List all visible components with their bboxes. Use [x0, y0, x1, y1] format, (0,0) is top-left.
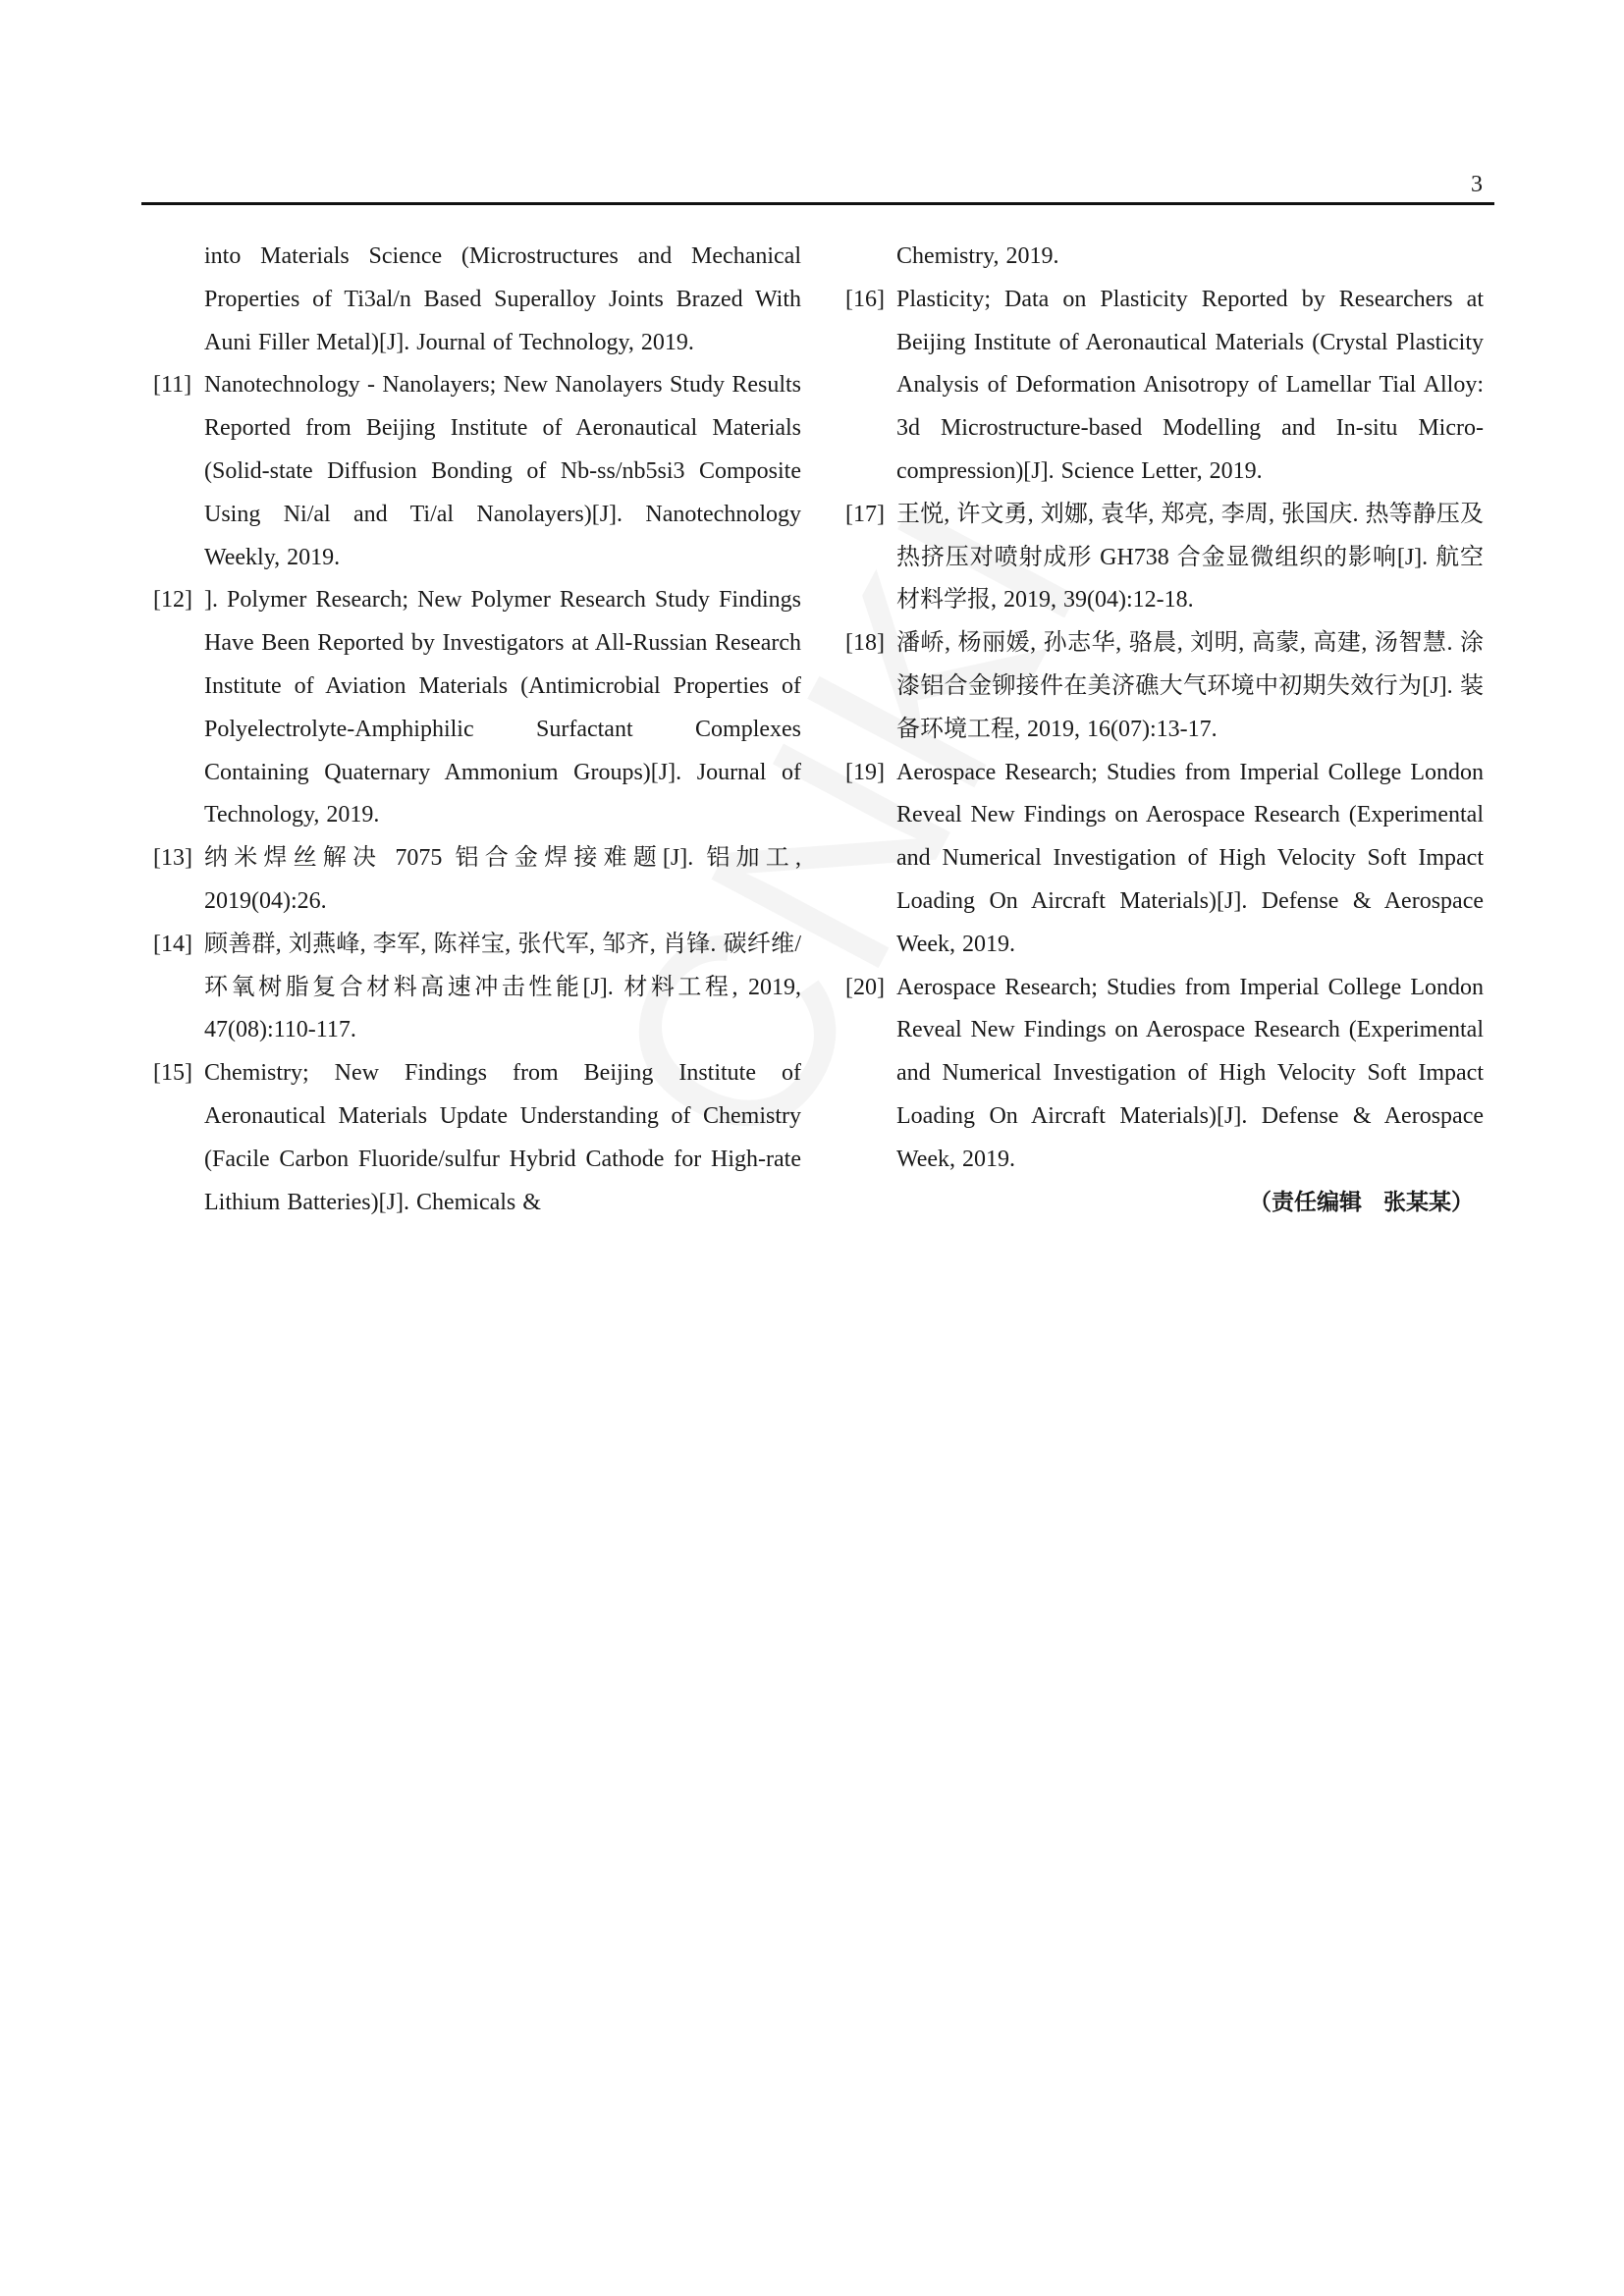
references-left-column [153, 236, 801, 1224]
reference-text: Chemistry; New Findings from Beijing Institute of Aeronautical Materials Update Understanding of Chemistry (Facile Carbon Fluoride/sulfur Hybrid Cathode for High-rate Lithium Batteries)[J]. Chemicals & [204, 1060, 801, 1215]
reference-item [845, 967, 1484, 1182]
reference-number: [20] [845, 974, 885, 1000]
reference-item [845, 752, 1484, 967]
reference-item [153, 1052, 801, 1224]
reference-text: Chemistry, 2019. [896, 243, 1059, 269]
reference-text: 顾善群, 刘燕峰, 李军, 陈祥宝, 张代军, 邹齐, 肖锋. 碳纤维/环氧树脂复合材料高速冲击性能[J]. 材料工程, 2019, 47(08):110-117. [204, 931, 801, 1043]
reference-item [845, 279, 1484, 494]
reference-item [153, 837, 801, 924]
reference-item [845, 494, 1484, 622]
reference-text: Plasticity; Data on Plasticity Reported by Researchers at Beijing Institute of Aeronautical Materials (Crystal Plasticity Analysis of Deformation Anisotropy of Lamellar Tial Alloy: 3d Microstructure-based Modelling and In-situ Micro-compression)[J]. Science Letter, 2019. [896, 286, 1484, 484]
reference-item [845, 622, 1484, 751]
reference-item [153, 364, 801, 579]
responsible-editor: （责任编辑 张某某） [1248, 1189, 1474, 1215]
reference-text: 潘峤, 杨丽媛, 孙志华, 骆晨, 刘明, 高蒙, 高建, 汤智慧. 涂漆铝合金铆接件在美济礁大气环境中初期失效行为[J]. 装备环境工程, 2019, 16(07):13-17. [896, 630, 1484, 742]
reference-number: [16] [845, 286, 885, 312]
reference-number: [19] [845, 759, 885, 785]
reference-text: 王悦, 许文勇, 刘娜, 袁华, 郑亮, 李周, 张国庆. 热等静压及热挤压对喷射成形 GH738 合金显微组织的影响[J]. 航空材料学报, 2019, 39(04):12-18. [896, 501, 1484, 614]
reference-text: ]. Polymer Research; New Polymer Research Study Findings Have Been Reported by Investigators at All-Russian Research Institute of Aviation Materials (Antimicrobial Properties of Polyelectrolyte-Amphiphilic Surfactant Complexes Containing Quaternary Ammonium Groups)[J]. Journal of Technology, 2019. [204, 587, 801, 828]
reference-text: Nanotechnology - Nanolayers; New Nanolayers Study Results Reported from Beijing Institute of Aeronautical Materials (Solid-state Diffusion Bonding of Nb-ss/nb5si3 Composite Using Ni/al and Ti/al Nanolayers)[J]. Nanotechnology Weekly, 2019. [204, 372, 801, 570]
reference-text: Aerospace Research; Studies from Imperial College London Reveal New Findings on Aerospace Research (Experimental and Numerical Investigation of High Velocity Soft Impact Loading On Aircraft Materials)[J]. Defense & Aerospace Week, 2019. [896, 974, 1484, 1172]
reference-number: [14] [153, 931, 192, 957]
reference-text: Aerospace Research; Studies from Imperial College London Reveal New Findings on Aerospace Research (Experimental and Numerical Investigation of High Velocity Soft Impact Loading On Aircraft Materials)[J]. Defense & Aerospace Week, 2019. [896, 759, 1484, 957]
reference-item [845, 236, 1484, 279]
reference-number: [11] [153, 372, 192, 399]
reference-number: [17] [845, 501, 885, 527]
reference-text: 纳米焊丝解决 7075 铝合金焊接难题[J]. 铝加工, 2019(04):26. [204, 845, 801, 914]
reference-item [153, 924, 801, 1052]
reference-item [153, 579, 801, 837]
reference-number: [15] [153, 1060, 192, 1087]
references-right-column [845, 236, 1484, 1224]
reference-number: [18] [845, 630, 885, 657]
reference-item [153, 236, 801, 364]
reference-number: [13] [153, 845, 192, 872]
reference-number: [12] [153, 587, 192, 614]
page-number: 3 [1471, 172, 1483, 197]
reference-text: into Materials Science (Microstructures and Mechanical Properties of Ti3al/n Based Superalloy Joints Brazed With Auni Filler Metal)[J]. Journal of Technology, 2019. [204, 243, 801, 355]
header-rule [141, 202, 1494, 205]
